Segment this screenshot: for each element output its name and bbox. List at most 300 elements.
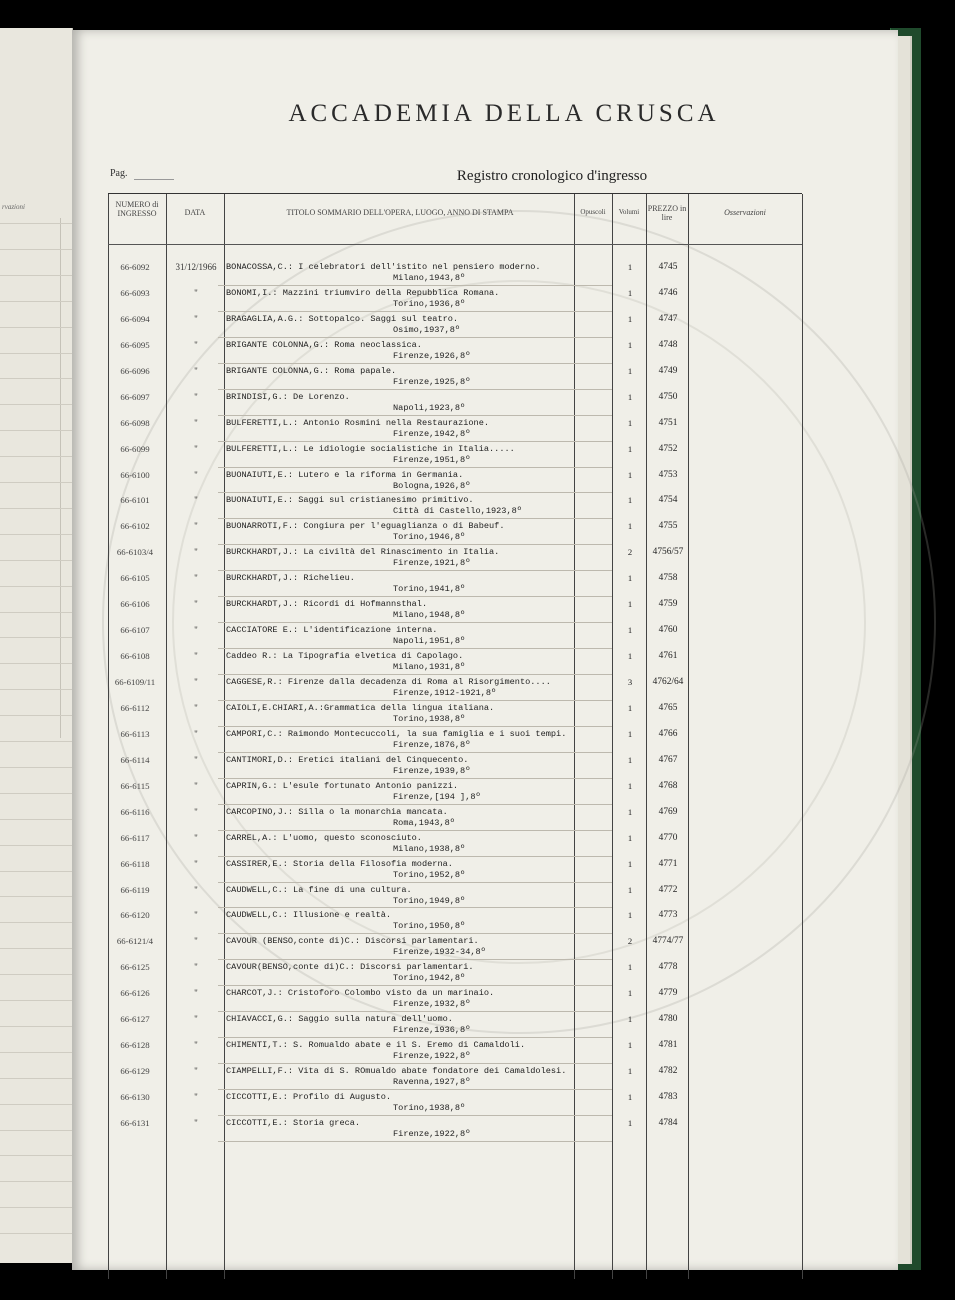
entry-number: 66-6092 (120, 262, 150, 272)
entry-title: CICCOTTI,E.: Storia greca. (226, 1117, 361, 1128)
left-page-rule-line (0, 715, 72, 716)
entry-place-year: Torino,1941,8º (393, 584, 466, 595)
entry-number: 66-6097 (120, 391, 150, 402)
entry-title: CAIOLI,E.CHIARI,A.:Grammatica della lingua italiana. (226, 702, 495, 713)
entry-date: " (194, 495, 198, 506)
table-row (108, 262, 802, 288)
table-row (108, 988, 802, 1014)
entry-volumes: 1 (627, 780, 633, 791)
left-page-rule-line (0, 404, 72, 405)
left-page-rule-line (0, 301, 72, 302)
table-row (108, 340, 802, 366)
entry-volumes: 1 (627, 365, 633, 376)
table-row (108, 910, 802, 936)
left-page-rule-line (0, 1000, 72, 1001)
col-header-titolo: TITOLO SOMMARIO DELL'OPERA, LUOGO, ANNO DI STAMPA (286, 208, 514, 217)
entry-title: CAUDWELL,C.: Illusione e realtà. (226, 910, 392, 921)
entry-number: 66-6098 (120, 417, 150, 428)
entry-place-year: Milano,1938,8º (393, 843, 466, 854)
entry-price: 4773 (658, 910, 678, 921)
entry-price: 4751 (658, 417, 678, 428)
row-rule (218, 1089, 612, 1090)
entry-number: 66-6116 (120, 806, 150, 817)
entry-volumes: 1 (627, 910, 633, 921)
entry-volumes: 3 (627, 677, 633, 687)
entry-place-year: Milano,1931,8º (393, 662, 466, 673)
row-rule (218, 389, 612, 390)
table-row (108, 1040, 802, 1066)
page-title: ACCADEMIA DELLA CRUSCA (288, 100, 720, 127)
entry-number: 66-6120 (120, 910, 150, 921)
entry-price: 4756/57 (652, 547, 684, 558)
row-rule (218, 544, 612, 545)
row-rule (218, 492, 612, 493)
entry-date: " (194, 754, 198, 765)
entry-place-year: Firenze,1876,8º (393, 739, 471, 750)
col-header-data: DATA (184, 208, 206, 217)
row-rule (218, 856, 612, 857)
entry-date: " (194, 443, 198, 454)
row-rule (218, 441, 612, 442)
entry-date: " (194, 962, 198, 973)
entry-date: " (194, 702, 198, 713)
entry-volumes: 1 (627, 339, 633, 350)
row-rule (218, 337, 612, 338)
left-page-rule-line (0, 1104, 72, 1105)
left-page-rule-line (0, 327, 72, 328)
entry-volumes: 1 (627, 573, 633, 584)
row-rule (218, 570, 612, 571)
entry-title: CANTIMORI,D.: Eretici italiani del Cinquecento. (226, 754, 469, 765)
entry-place-year: Firenze,1932,8º (393, 999, 471, 1010)
table-row (108, 547, 802, 573)
table-row (108, 755, 802, 781)
entry-title: BUONAIUTI,E.: Saggi sul cristianesimo primitivo. (226, 495, 474, 506)
entry-number: 66-6105 (120, 573, 150, 584)
col-header-numero: NUMERO di INGRESSO (115, 200, 159, 218)
entry-place-year: Torino,1942,8º (393, 973, 466, 984)
row-rule (218, 882, 612, 883)
entry-price: 4746 (658, 287, 678, 298)
col-header-prezzo: PREZZO in lire (647, 204, 687, 222)
entry-title: BURCKHARDT,J.: Richelieu. (226, 573, 355, 584)
entry-place-year: Napoli,1951,8º (393, 636, 466, 647)
row-rule (218, 985, 612, 986)
left-page-rule-line (0, 845, 72, 846)
left-page-rule-line (0, 275, 72, 276)
entry-number: 66-6107 (120, 625, 150, 636)
entry-place-year: Firenze,1936,8º (393, 1025, 471, 1036)
row-rule (218, 804, 612, 805)
left-page-rule-line (0, 637, 72, 638)
left-page-rule-line (0, 1078, 72, 1079)
row-rule (218, 467, 612, 468)
table-row (108, 573, 802, 599)
entry-number: 66-6093 (120, 287, 150, 298)
entry-date: " (194, 573, 198, 584)
left-page-rule-line (0, 689, 72, 690)
entry-place-year: Ravenna,1927,8º (393, 1077, 471, 1088)
entry-place-year: Firenze,[194 ],8º (393, 791, 481, 802)
entry-title: BULFERETTI,L.: Antonio Rosmini nella Restaurazione. (226, 417, 490, 428)
entry-title: CAMPORI,C.: Raimondo Montecuccoli, la sua famiglia e i suoi tempi. (226, 728, 567, 739)
entry-date: " (194, 391, 198, 402)
row-rule (218, 1115, 612, 1116)
entry-number: 66-6129 (120, 1066, 150, 1077)
entry-volumes: 1 (627, 962, 633, 973)
entry-number: 66-6126 (120, 988, 150, 999)
entry-date: " (194, 287, 198, 298)
left-page-rule-line (0, 1130, 72, 1131)
entry-volumes: 1 (627, 1066, 633, 1077)
entry-title: CAPRIN,G.: L'esule fortunato Antonio panizzi. (226, 780, 459, 791)
left-page-rule-line (0, 663, 72, 664)
row-rule (218, 726, 612, 727)
entry-price: 4774/77 (652, 936, 684, 947)
table-row (108, 651, 802, 677)
entry-title: BULFERETTI,L.: Le idiologie socialistiche in Italia..... (226, 443, 515, 454)
entry-place-year: Napoli,1923,8º (393, 402, 466, 413)
entry-date: " (194, 910, 198, 921)
entry-date: " (194, 677, 198, 687)
col-header-opuscoli: Opuscoli (580, 208, 606, 216)
left-page-rule-line (0, 456, 72, 457)
pag-label: Pag. (110, 168, 128, 179)
entry-price: 4772 (658, 884, 678, 895)
entry-title: BONACOSSA,C.: I celebratori dell'istito nel pensiero moderno. (226, 262, 541, 272)
table-row (108, 521, 802, 547)
entry-title: CHARCOT,J.: Cristoforo Colombo visto da un marinaio. (226, 988, 495, 999)
row-rule (218, 933, 612, 934)
row-rule (218, 1037, 612, 1038)
entry-date: " (194, 599, 198, 610)
entry-place-year: Firenze,1912-1921,8º (393, 688, 497, 698)
entry-price: 4784 (658, 1117, 678, 1128)
entry-title: Caddeo R.: La Tipografia elvetica di Capolago. (226, 651, 464, 662)
entry-price: 4779 (658, 988, 678, 999)
table-row (108, 885, 802, 911)
row-rule (218, 518, 612, 519)
entry-price: 4768 (658, 780, 678, 791)
entry-place-year: Milano,1948,8º (393, 610, 466, 621)
entry-price: 4771 (658, 858, 678, 869)
entry-place-year: Città di Castello,1923,8º (393, 506, 522, 517)
entry-volumes: 2 (627, 547, 633, 558)
row-rule (218, 830, 612, 831)
entry-place-year: Firenze,1921,8º (393, 558, 471, 569)
entry-title: BUONAIUTI,E.: Lutero e la riforma in Germania. (226, 469, 464, 480)
entry-volumes: 1 (627, 521, 633, 532)
entry-date: " (194, 339, 198, 350)
entry-date: " (194, 365, 198, 376)
entry-title: CARCOPINO,J.: Silla o la monarchia mancata. (226, 806, 448, 817)
table-row (108, 1014, 802, 1040)
entry-volumes: 1 (627, 469, 633, 480)
table-row (108, 392, 802, 418)
entry-place-year: Firenze,1926,8º (393, 350, 471, 361)
entry-date: " (194, 806, 198, 817)
entry-price: 4747 (658, 313, 678, 324)
entry-date: " (194, 417, 198, 428)
left-page-rule-line (0, 560, 72, 561)
entry-volumes: 1 (627, 1014, 633, 1025)
entry-price: 4782 (658, 1066, 678, 1077)
entry-number: 66-6096 (120, 365, 150, 376)
entry-date: " (194, 858, 198, 869)
table-row (108, 314, 802, 340)
entry-price: 4761 (658, 651, 678, 662)
table-row (108, 470, 802, 496)
entry-price: 4769 (658, 806, 678, 817)
left-page-rule-line (0, 223, 72, 224)
entry-place-year: Roma,1943,8º (393, 817, 455, 828)
left-page-rule-line (0, 586, 72, 587)
entry-volumes: 1 (627, 262, 633, 272)
row-rule (218, 700, 612, 701)
entry-number: 66-6100 (120, 469, 150, 480)
pag-blank-line (134, 179, 174, 180)
entry-title: BRAGAGLIA,A.G.: Sottopalco. Saggi sul teatro. (226, 313, 459, 324)
left-page-rule-line (0, 948, 72, 949)
entry-date: " (194, 547, 198, 558)
entry-volumes: 1 (627, 832, 633, 843)
entry-volumes: 2 (627, 936, 633, 947)
entry-number: 66-6113 (120, 728, 150, 739)
table-row (108, 418, 802, 444)
entry-volumes: 1 (627, 702, 633, 713)
row-rule (218, 415, 612, 416)
entry-price: 4750 (658, 391, 678, 402)
entry-volumes: 1 (627, 651, 633, 662)
entry-title: CASSIRER,E.: Storia della Filosofia moderna. (226, 858, 453, 869)
left-page-rule-line (0, 353, 72, 354)
entry-date: " (194, 832, 198, 843)
left-page-rule-line (0, 819, 72, 820)
entry-title: CARREL,A.: L'uomo, questo sconosciuto. (226, 832, 422, 843)
table-row (108, 288, 802, 314)
entry-price: 4766 (658, 728, 678, 739)
left-page-rule-line (0, 249, 72, 250)
table-row (108, 1066, 802, 1092)
entry-place-year: Firenze,1932-34,8º (393, 947, 486, 958)
entry-number: 66-6101 (120, 495, 150, 506)
entry-number: 66-6127 (120, 1014, 150, 1025)
entry-volumes: 1 (627, 495, 633, 506)
entry-price: 4754 (658, 495, 678, 506)
left-page-rule-line (0, 871, 72, 872)
entry-price: 4760 (658, 625, 678, 636)
left-page-rule-line (0, 1207, 72, 1208)
entry-date: " (194, 780, 198, 791)
entry-volumes: 1 (627, 443, 633, 454)
entry-volumes: 1 (627, 988, 633, 999)
left-page-rule-line (0, 1233, 72, 1234)
entry-place-year: Bologna,1926,8º (393, 480, 471, 491)
table-row (108, 1118, 802, 1144)
table-row (108, 962, 802, 988)
entry-price: 4778 (658, 962, 678, 973)
entry-title: CAUDWELL,C.: La fine di una cultura. (226, 884, 412, 895)
table-row (108, 677, 802, 703)
left-page-rule-line (0, 1026, 72, 1027)
entry-number: 66-6094 (120, 313, 150, 324)
entry-date: " (194, 988, 198, 999)
left-page-rule-line (0, 793, 72, 794)
ledger-table (108, 193, 802, 1279)
entry-place-year: Firenze,1951,8º (393, 454, 471, 465)
entry-date: " (194, 1066, 198, 1077)
entry-volumes: 1 (627, 1092, 633, 1102)
entry-number: 66-6115 (120, 780, 150, 791)
entry-number: 66-6106 (120, 599, 150, 610)
table-row (108, 807, 802, 833)
entry-date: " (194, 651, 198, 662)
entry-date: 31/12/1966 (175, 262, 217, 272)
entry-place-year: Firenze,1922,8º (393, 1051, 471, 1062)
entry-price: 4758 (658, 573, 678, 584)
row-rule (218, 285, 612, 286)
entry-number: 66-6095 (120, 339, 150, 350)
row-rule (218, 1011, 612, 1012)
entry-place-year: Osimo,1937,8º (393, 324, 461, 335)
left-page-rule-line (0, 534, 72, 535)
entry-number: 66-6112 (120, 702, 150, 713)
left-page-rule-line (0, 1052, 72, 1053)
entry-date: " (194, 1117, 198, 1128)
entry-number: 66-6102 (120, 521, 150, 532)
left-page-rule-line (0, 508, 72, 509)
entry-place-year: Torino,1936,8º (393, 298, 466, 309)
left-page-rule-line (0, 896, 72, 897)
table-row (108, 444, 802, 470)
entry-volumes: 1 (627, 1040, 633, 1051)
left-page-rule-line (0, 482, 72, 483)
entry-date: " (194, 884, 198, 895)
entry-price: 4759 (658, 599, 678, 610)
entry-price: 4762/64 (652, 677, 684, 687)
left-page-fragment: rvazioni (2, 203, 25, 211)
entry-volumes: 1 (627, 858, 633, 869)
entry-date: " (194, 936, 198, 947)
entry-volumes: 1 (627, 391, 633, 402)
col-header-volumi: Volumi (618, 208, 640, 216)
entry-date: " (194, 313, 198, 324)
entry-volumes: 1 (627, 313, 633, 324)
entry-number: 66-6109/11 (114, 677, 156, 687)
entry-date: " (194, 1092, 198, 1102)
entry-number: 66-6099 (120, 443, 150, 454)
row-rule (218, 778, 612, 779)
entry-title: CHIAVACCI,G.: Saggio sulla natura dell'uomo. (226, 1014, 453, 1025)
entry-title: BRIGANTE COLONNA,G.: Roma papale. (226, 365, 397, 376)
entry-volumes: 1 (627, 806, 633, 817)
row-rule (218, 363, 612, 364)
row-rule (218, 1063, 612, 1064)
entry-title: BURCKHARDT,J.: La civiltà del Rinascimento in Italia. (226, 547, 500, 558)
table-row (108, 366, 802, 392)
table-row (108, 703, 802, 729)
header-rule (108, 244, 802, 245)
entry-number: 66-6114 (120, 754, 150, 765)
entry-date: " (194, 1014, 198, 1025)
entry-place-year: Torino,1952,8º (393, 869, 466, 880)
table-row (108, 833, 802, 859)
left-page-rule-line (0, 612, 72, 613)
left-page-rule-line (0, 1181, 72, 1182)
entry-number: 66-6125 (120, 962, 150, 973)
entry-price: 4765 (658, 702, 678, 713)
entry-volumes: 1 (627, 884, 633, 895)
left-page-rule-line (0, 767, 72, 768)
table-row (108, 859, 802, 885)
left-page-rule-line (0, 1155, 72, 1156)
entry-place-year: Torino,1938,8º (393, 713, 466, 724)
entry-number: 66-6103/4 (116, 547, 154, 558)
entry-place-year: Milano,1943,8º (393, 273, 466, 283)
row-rule (218, 1141, 612, 1142)
page-subtitle: Registro cronologico d'ingresso (456, 168, 648, 184)
entry-price: 4780 (658, 1014, 678, 1025)
entry-number: 66-6117 (120, 832, 150, 843)
table-row (108, 781, 802, 807)
col-header-osservazioni: Osservazioni (724, 208, 766, 217)
entry-number: 66-6118 (120, 858, 150, 869)
entry-price: 4745 (658, 262, 678, 272)
entry-price: 4783 (658, 1092, 678, 1102)
entry-number: 66-6119 (120, 884, 150, 895)
entry-volumes: 1 (627, 1117, 633, 1128)
entry-title: CAVOUR (BENSO,conte di)C.: Discorsi parlamentari. (226, 936, 479, 947)
table-row (108, 599, 802, 625)
entry-title: BRINDISI,G.: De Lorenzo. (226, 391, 350, 402)
row-rule (218, 674, 612, 675)
table-row (108, 625, 802, 651)
entry-number: 66-6108 (120, 651, 150, 662)
row-rule (218, 311, 612, 312)
entry-title: BONOMI,I.: Mazzini triumviro della Repubblica Romana. (226, 287, 500, 298)
entry-volumes: 1 (627, 754, 633, 765)
left-page-rule-line (0, 378, 72, 379)
entry-price: 4752 (658, 443, 678, 454)
table-row (108, 1092, 802, 1118)
entry-place-year: Firenze,1942,8º (393, 428, 471, 439)
entry-price: 4753 (658, 469, 678, 480)
row-rule (218, 596, 612, 597)
entry-title: BUONARROTI,F.: Congiura per l'eguaglianza o di Babeuf. (226, 521, 505, 532)
entry-place-year: Torino,1950,8º (393, 921, 466, 932)
row-rule (218, 622, 612, 623)
entry-volumes: 1 (627, 287, 633, 298)
left-page-rule (60, 218, 61, 738)
entry-price: 4781 (658, 1040, 678, 1051)
entry-place-year: Firenze,1925,8º (393, 376, 471, 387)
entry-place-year: Torino,1938,8º (393, 1103, 466, 1113)
entry-place-year: Torino,1946,8º (393, 532, 466, 543)
entry-date: " (194, 1040, 198, 1051)
entry-title: CICCOTTI,E.: Profilo di Augusto. (226, 1092, 392, 1102)
entry-price: 4767 (658, 754, 678, 765)
entry-place-year: Firenze,1939,8º (393, 765, 471, 776)
entry-date: " (194, 625, 198, 636)
entry-title: BRIGANTE COLONNA,G.: Roma neoclassica. (226, 339, 422, 350)
entry-volumes: 1 (627, 625, 633, 636)
entry-number: 66-6131 (120, 1117, 150, 1128)
row-rule (218, 959, 612, 960)
table-row (108, 495, 802, 521)
entry-price: 4770 (658, 832, 678, 843)
entry-title: CHIMENTI,T.: S. Romualdo abate e il S. Eremo di Camaldoli. (226, 1040, 526, 1051)
entry-price: 4755 (658, 521, 678, 532)
